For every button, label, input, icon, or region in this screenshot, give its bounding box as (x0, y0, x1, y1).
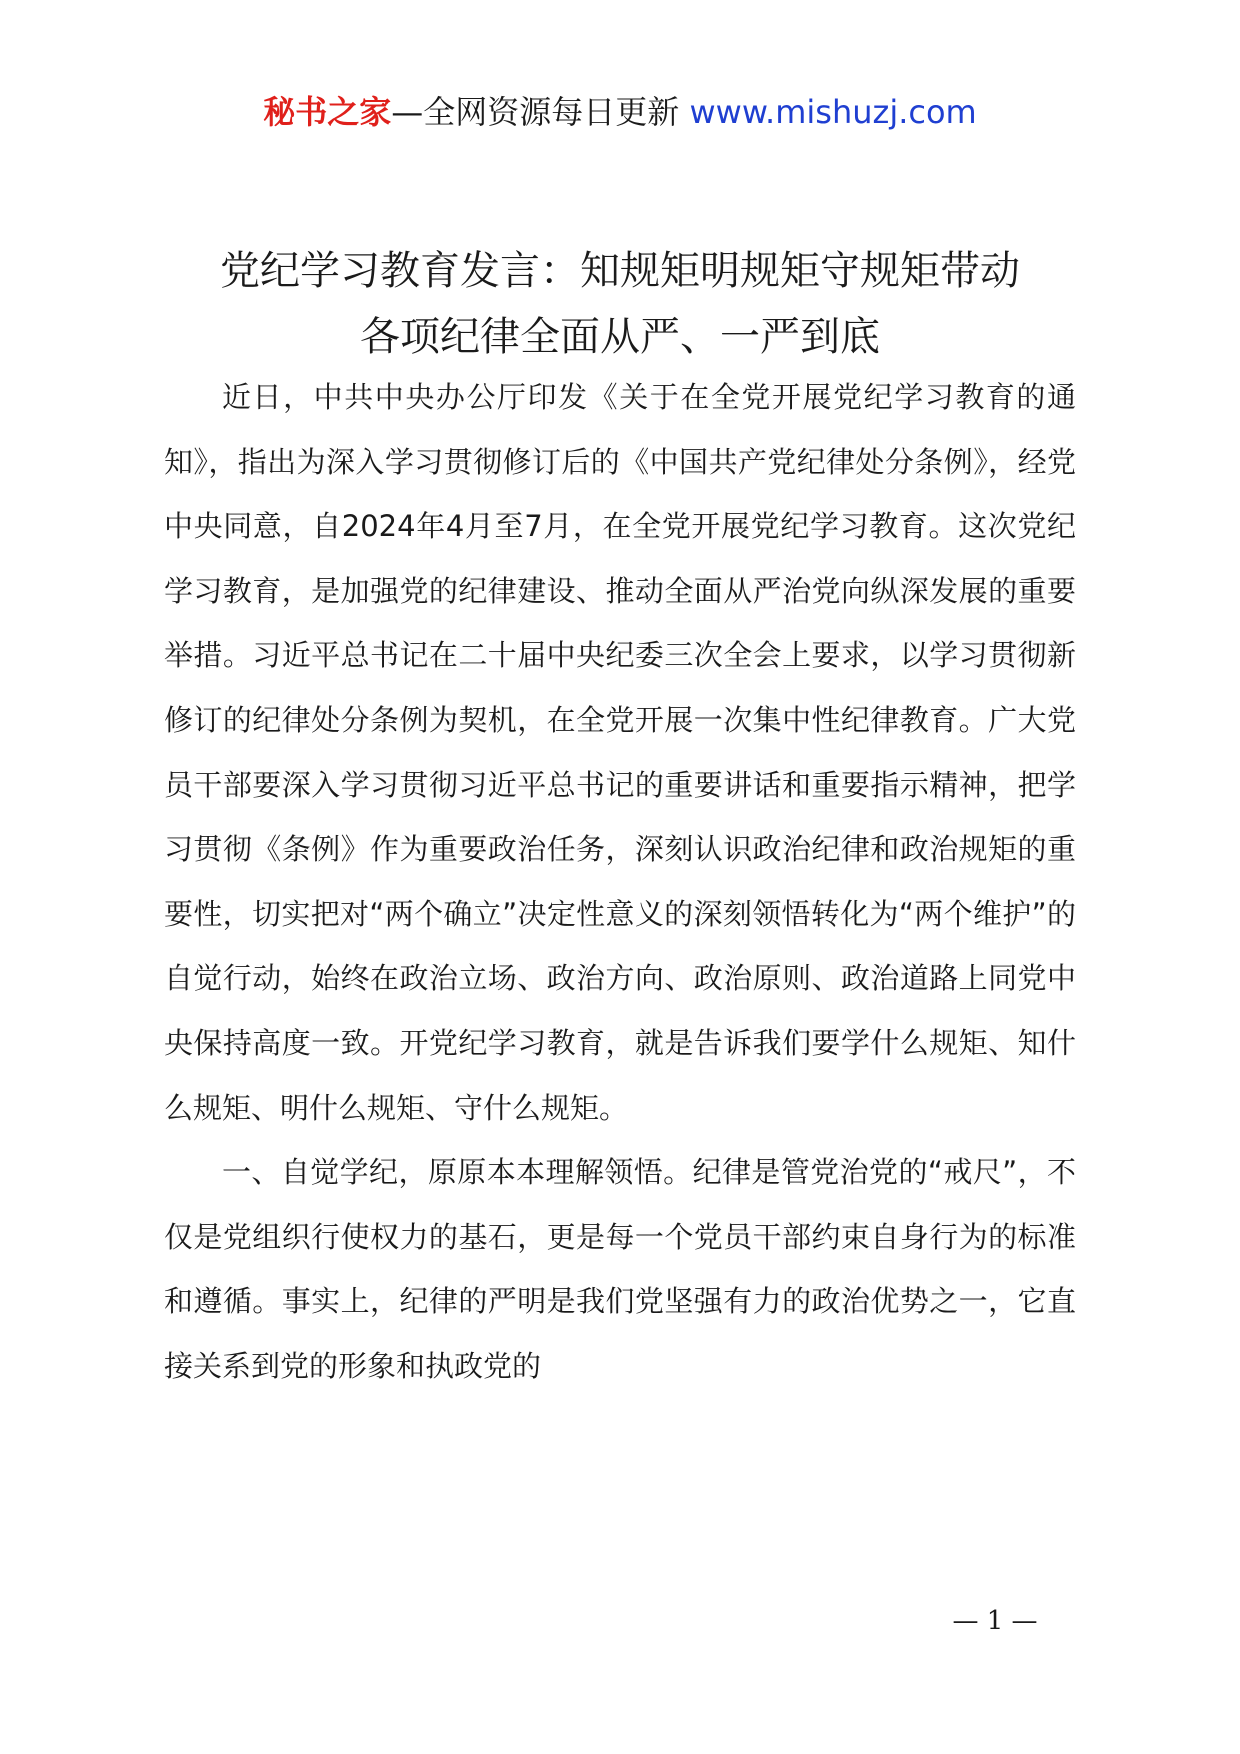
banner-slogan: —全网资源每日更新 (391, 93, 690, 131)
paragraph-section-1: 一、自觉学纪，原原本本理解领悟。纪律是管党治党的“戒尺”，不仅是党组织行使权力的基石，更是每一个党员干部约束自身行为的标准和遵循。事实上，纪律的严明是我们党坚强有力的政治优势之一，它直接关系到党的形象和执政党的 (164, 1155, 1076, 1383)
banner-url-link[interactable]: www.mishuzj.com (689, 93, 977, 131)
page-number: — 1 — (952, 1606, 1038, 1636)
document-body (164, 365, 1076, 1399)
paragraph-intro: 近日，中共中央办公厅印发《关于在全党开展党纪学习教育的通知》，指出为深入学习贯彻修订后的《中国共产党纪律处分条例》，经党中央同意，自2024年4月至7月，在全党开展党纪学习教育。这次党纪学习教育，是加强党的纪律建设、推动全面从严治党向纵深发展的重要举措。习近平总书记在二十届中央纪委三次全会上要求，以学习贯彻新修订的纪律处分条例为契机，在全党开展一次集中性纪律教育。广大党员干部要深入学习贯彻习近平总书记的重要讲话和重要指示精神，把学习贯彻《条例》作为重要政治任务，深刻认识政治纪律和政治规矩的重要性，切实把对“两个确立”决定性意义的深刻领悟转化为“两个维护”的自觉行动，始终在政治立场、政治方向、政治原则、政治道路上同党中央保持高度一致。开党纪学习教育，就是告诉我们要学什么规矩、知什么规矩、明什么规矩、守什么规矩。 (164, 380, 1076, 1125)
site-banner (0, 92, 1240, 132)
document-title (150, 238, 1090, 370)
title-line-2: 各项纪律全面从严、一严到底 (360, 314, 880, 360)
title-line-1: 党纪学习教育发言：知规矩明规矩守规矩带动 (220, 248, 1020, 294)
banner-brand: 秘书之家 (263, 93, 392, 131)
